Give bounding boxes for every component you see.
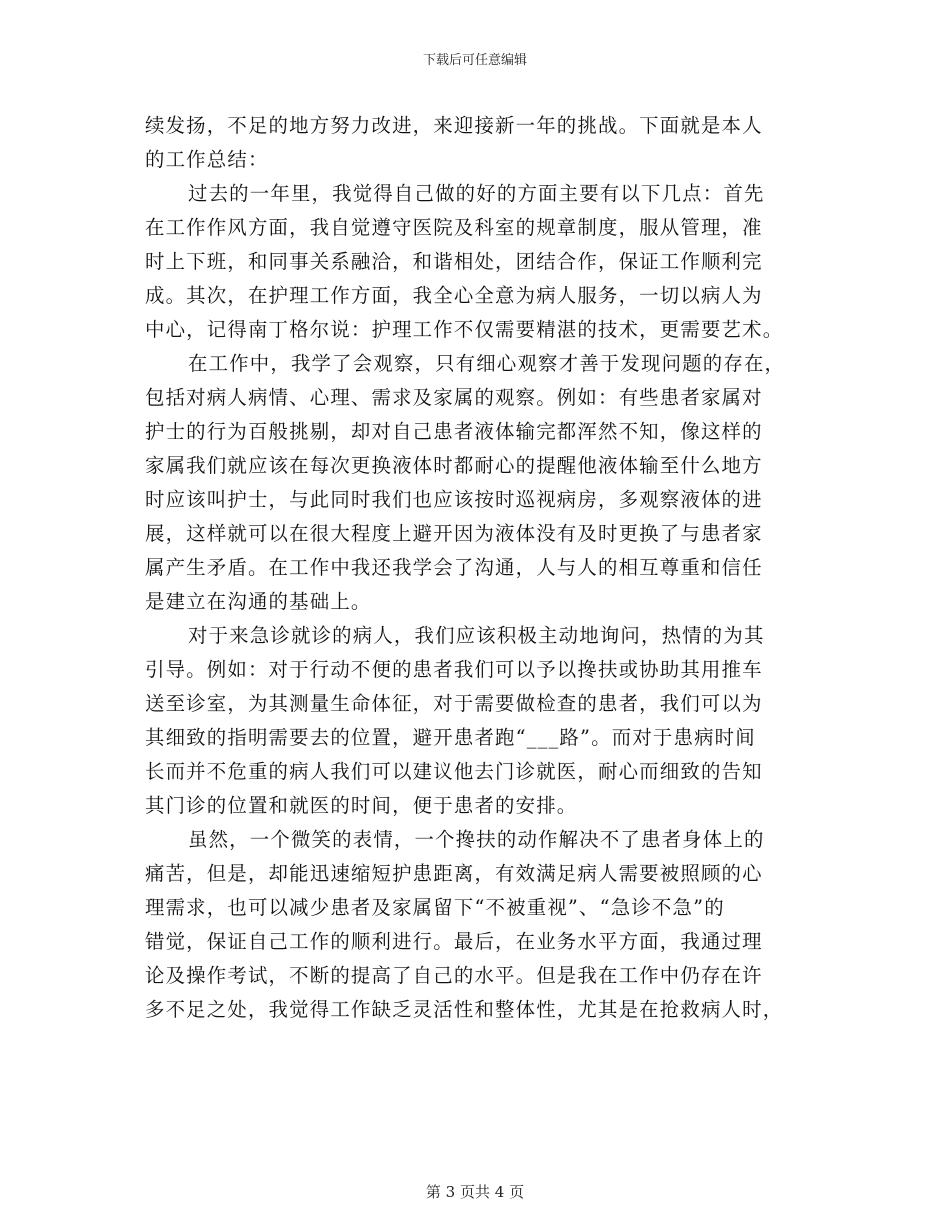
body-line-paragraph-start: 虽然，一个微笑的表情，一个搀扶的动作解决不了患者身体上的 xyxy=(188,828,765,851)
body-line: 送至诊室，为其测量生命体征，对于需要做检查的患者，我们可以为 xyxy=(145,692,763,715)
page-header: 下载后可任意编辑 xyxy=(422,53,527,68)
body-line: 错觉，保证自己工作的顺利进行。最后，在业务水平方面，我通过理 xyxy=(145,930,763,953)
body-line: 论及操作考试，不断的提高了自己的水平。但是我在工作中仍存在许 xyxy=(145,964,763,987)
body-line: 成。其次，在护理工作方面，我全心全意为病人服务，一切以病人为 xyxy=(145,284,763,307)
body-line: 其细致的指明需要去的位置，避开患者跑“___路”。而对于患病时间 xyxy=(145,726,756,749)
body-line: 痛苦，但是，却能迅速缩短护患距离，有效满足病人需要被照顾的心 xyxy=(145,862,763,885)
document-body xyxy=(145,109,805,1027)
body-line-paragraph-start: 在工作中，我学了会观察，只有细心观察才善于发现问题的存在， xyxy=(188,352,786,375)
body-line: 时应该叫护士，与此同时我们也应该按时巡视病房，多观察液体的进 xyxy=(145,488,763,511)
body-line: 家属我们就应该在每次更换液体时都耐心的提醒他液体输至什么地方 xyxy=(145,454,763,477)
page-number-footer: 第 3 页共 4 页 xyxy=(425,1183,525,1201)
body-line: 多不足之处，我觉得工作缺乏灵活性和整体性，尤其是在抢救病人时， xyxy=(145,998,784,1021)
body-line: 理需求，也可以减少患者及家属留下“不被重视”、“急诊不急”的 xyxy=(145,896,725,919)
body-line: 时上下班，和同事关系融洽，和谐相处，团结合作，保证工作顺利完 xyxy=(145,250,763,273)
body-line: 其门诊的位置和就医的时间，便于患者的安排。 xyxy=(145,794,578,817)
body-line: 的工作总结： xyxy=(145,148,269,171)
body-line: 在工作作风方面，我自觉遵守医院及科室的规章制度，服从管理，准 xyxy=(145,216,763,239)
body-line: 是建立在沟通的基础上。 xyxy=(145,590,372,613)
body-line: 护士的行为百般挑剔，却对自己患者液体输完都浑然不知，像这样的 xyxy=(145,420,763,443)
body-line-paragraph-start: 对于来急诊就诊的病人，我们应该积极主动地询问，热情的为其 xyxy=(188,624,765,647)
body-line: 属产生矛盾。在工作中我还我学会了沟通，人与人的相互尊重和信任 xyxy=(145,556,763,579)
body-line: 包括对病人病情、心理、需求及家属的观察。例如：有些患者家属对 xyxy=(145,386,763,409)
body-line: 中心，记得南丁格尔说：护理工作不仅需要精湛的技术，更需要艺术。 xyxy=(145,318,784,341)
body-line: 长而并不危重的病人我们可以建议他去门诊就医，耐心而细致的告知 xyxy=(145,760,763,783)
body-line: 引导。例如：对于行动不便的患者我们可以予以搀扶或协助其用推车 xyxy=(145,658,763,681)
body-line: 展，这样就可以在很大程度上避开因为液体没有及时更换了与患者家 xyxy=(145,522,763,545)
body-line-paragraph-start: 过去的一年里，我觉得自己做的好的方面主要有以下几点：首先 xyxy=(188,182,765,205)
body-line: 续发扬，不足的地方努力改进，来迎接新一年的挑战。下面就是本人 xyxy=(145,114,763,137)
